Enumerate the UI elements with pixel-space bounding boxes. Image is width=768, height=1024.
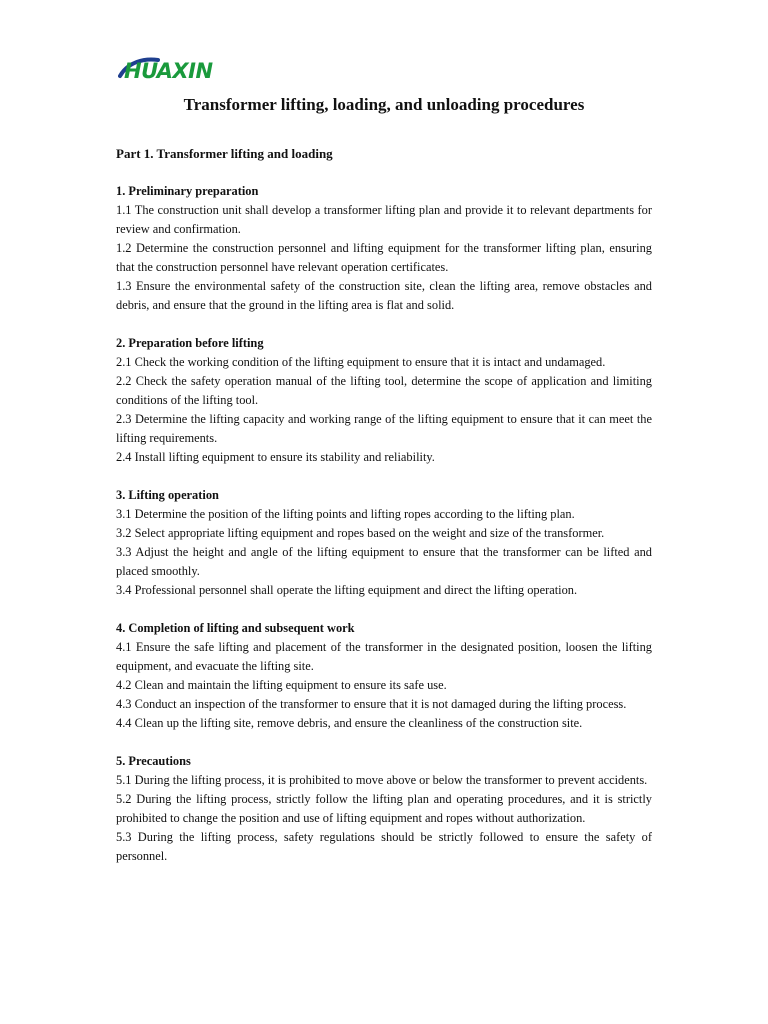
section-heading: 1. Preliminary preparation <box>116 184 259 198</box>
section <box>116 334 652 467</box>
section-heading: 2. Preparation before lifting <box>116 336 264 350</box>
section-item: 4.2 Clean and maintain the lifting equipment to ensure its safe use. <box>116 678 447 692</box>
svg-text:HUAXIN: HUAXIN <box>124 59 213 83</box>
section <box>116 619 652 733</box>
section-item: 1.3 Ensure the environmental safety of the construction site, clean the lifting area, remove obstacles and debris, and ensure that the ground in the lifting area is flat and solid. <box>116 279 652 312</box>
document-title: Transformer lifting, loading, and unloading procedures <box>183 95 585 114</box>
section-item: 3.4 Professional personnel shall operate the lifting equipment and direct the lifting operation. <box>116 583 578 597</box>
part-heading: Part 1. Transformer lifting and loading <box>116 146 333 161</box>
section <box>116 182 652 315</box>
section-item: 4.4 Clean up the lifting site, remove debris, and ensure the cleanliness of the construction site. <box>116 716 583 730</box>
sections-container <box>116 182 652 866</box>
section-item: 3.3 Adjust the height and angle of the lifting equipment to ensure that the transformer can be lifted and placed smoothly. <box>116 545 652 578</box>
section-item: 3.2 Select appropriate lifting equipment and ropes based on the weight and size of the transformer. <box>116 526 605 540</box>
section-item: 2.1 Check the working condition of the lifting equipment to ensure that it is intact and undamaged. <box>116 355 606 369</box>
huaxin-logo-mark <box>118 54 214 84</box>
document-body <box>116 144 652 885</box>
section-item: 1.2 Determine the construction personnel and lifting equipment for the transformer lifting plan, ensuring that the construction personnel have relevant operation certificates. <box>116 241 652 274</box>
section-heading: 3. Lifting operation <box>116 488 219 502</box>
section-heading: 5. Precautions <box>116 754 191 768</box>
huaxin-logo <box>118 54 214 84</box>
section <box>116 486 652 600</box>
section-item: 4.1 Ensure the safe lifting and placement of the transformer in the designated position, loosen the lifting equipment, and evacuate the lifting site. <box>116 640 652 673</box>
section-heading: 4. Completion of lifting and subsequent work <box>116 621 355 635</box>
section-item: 2.2 Check the safety operation manual of the lifting tool, determine the scope of application and limiting conditions of the lifting tool. <box>116 374 652 407</box>
section-item: 5.2 During the lifting process, strictly follow the lifting plan and operating procedures, and it is strictly prohibited to change the position and use of lifting equipment and ropes without authorization. <box>116 792 652 825</box>
section-item: 4.3 Conduct an inspection of the transformer to ensure that it is not damaged during the lifting process. <box>116 697 627 711</box>
section-item: 5.1 During the lifting process, it is prohibited to move above or below the transformer to prevent accidents. <box>116 773 648 787</box>
section-item: 5.3 During the lifting process, safety regulations should be strictly followed to ensure the safety of personnel. <box>116 830 652 863</box>
section-item: 2.4 Install lifting equipment to ensure its stability and reliability. <box>116 450 435 464</box>
section-item: 3.1 Determine the position of the lifting points and lifting ropes according to the lifting plan. <box>116 507 575 521</box>
section-item: 1.1 The construction unit shall develop a transformer lifting plan and provide it to relevant departments for review and confirmation. <box>116 203 652 236</box>
section-item: 2.3 Determine the lifting capacity and working range of the lifting equipment to ensure that it can meet the lifting requirements. <box>116 412 652 445</box>
section <box>116 752 652 866</box>
